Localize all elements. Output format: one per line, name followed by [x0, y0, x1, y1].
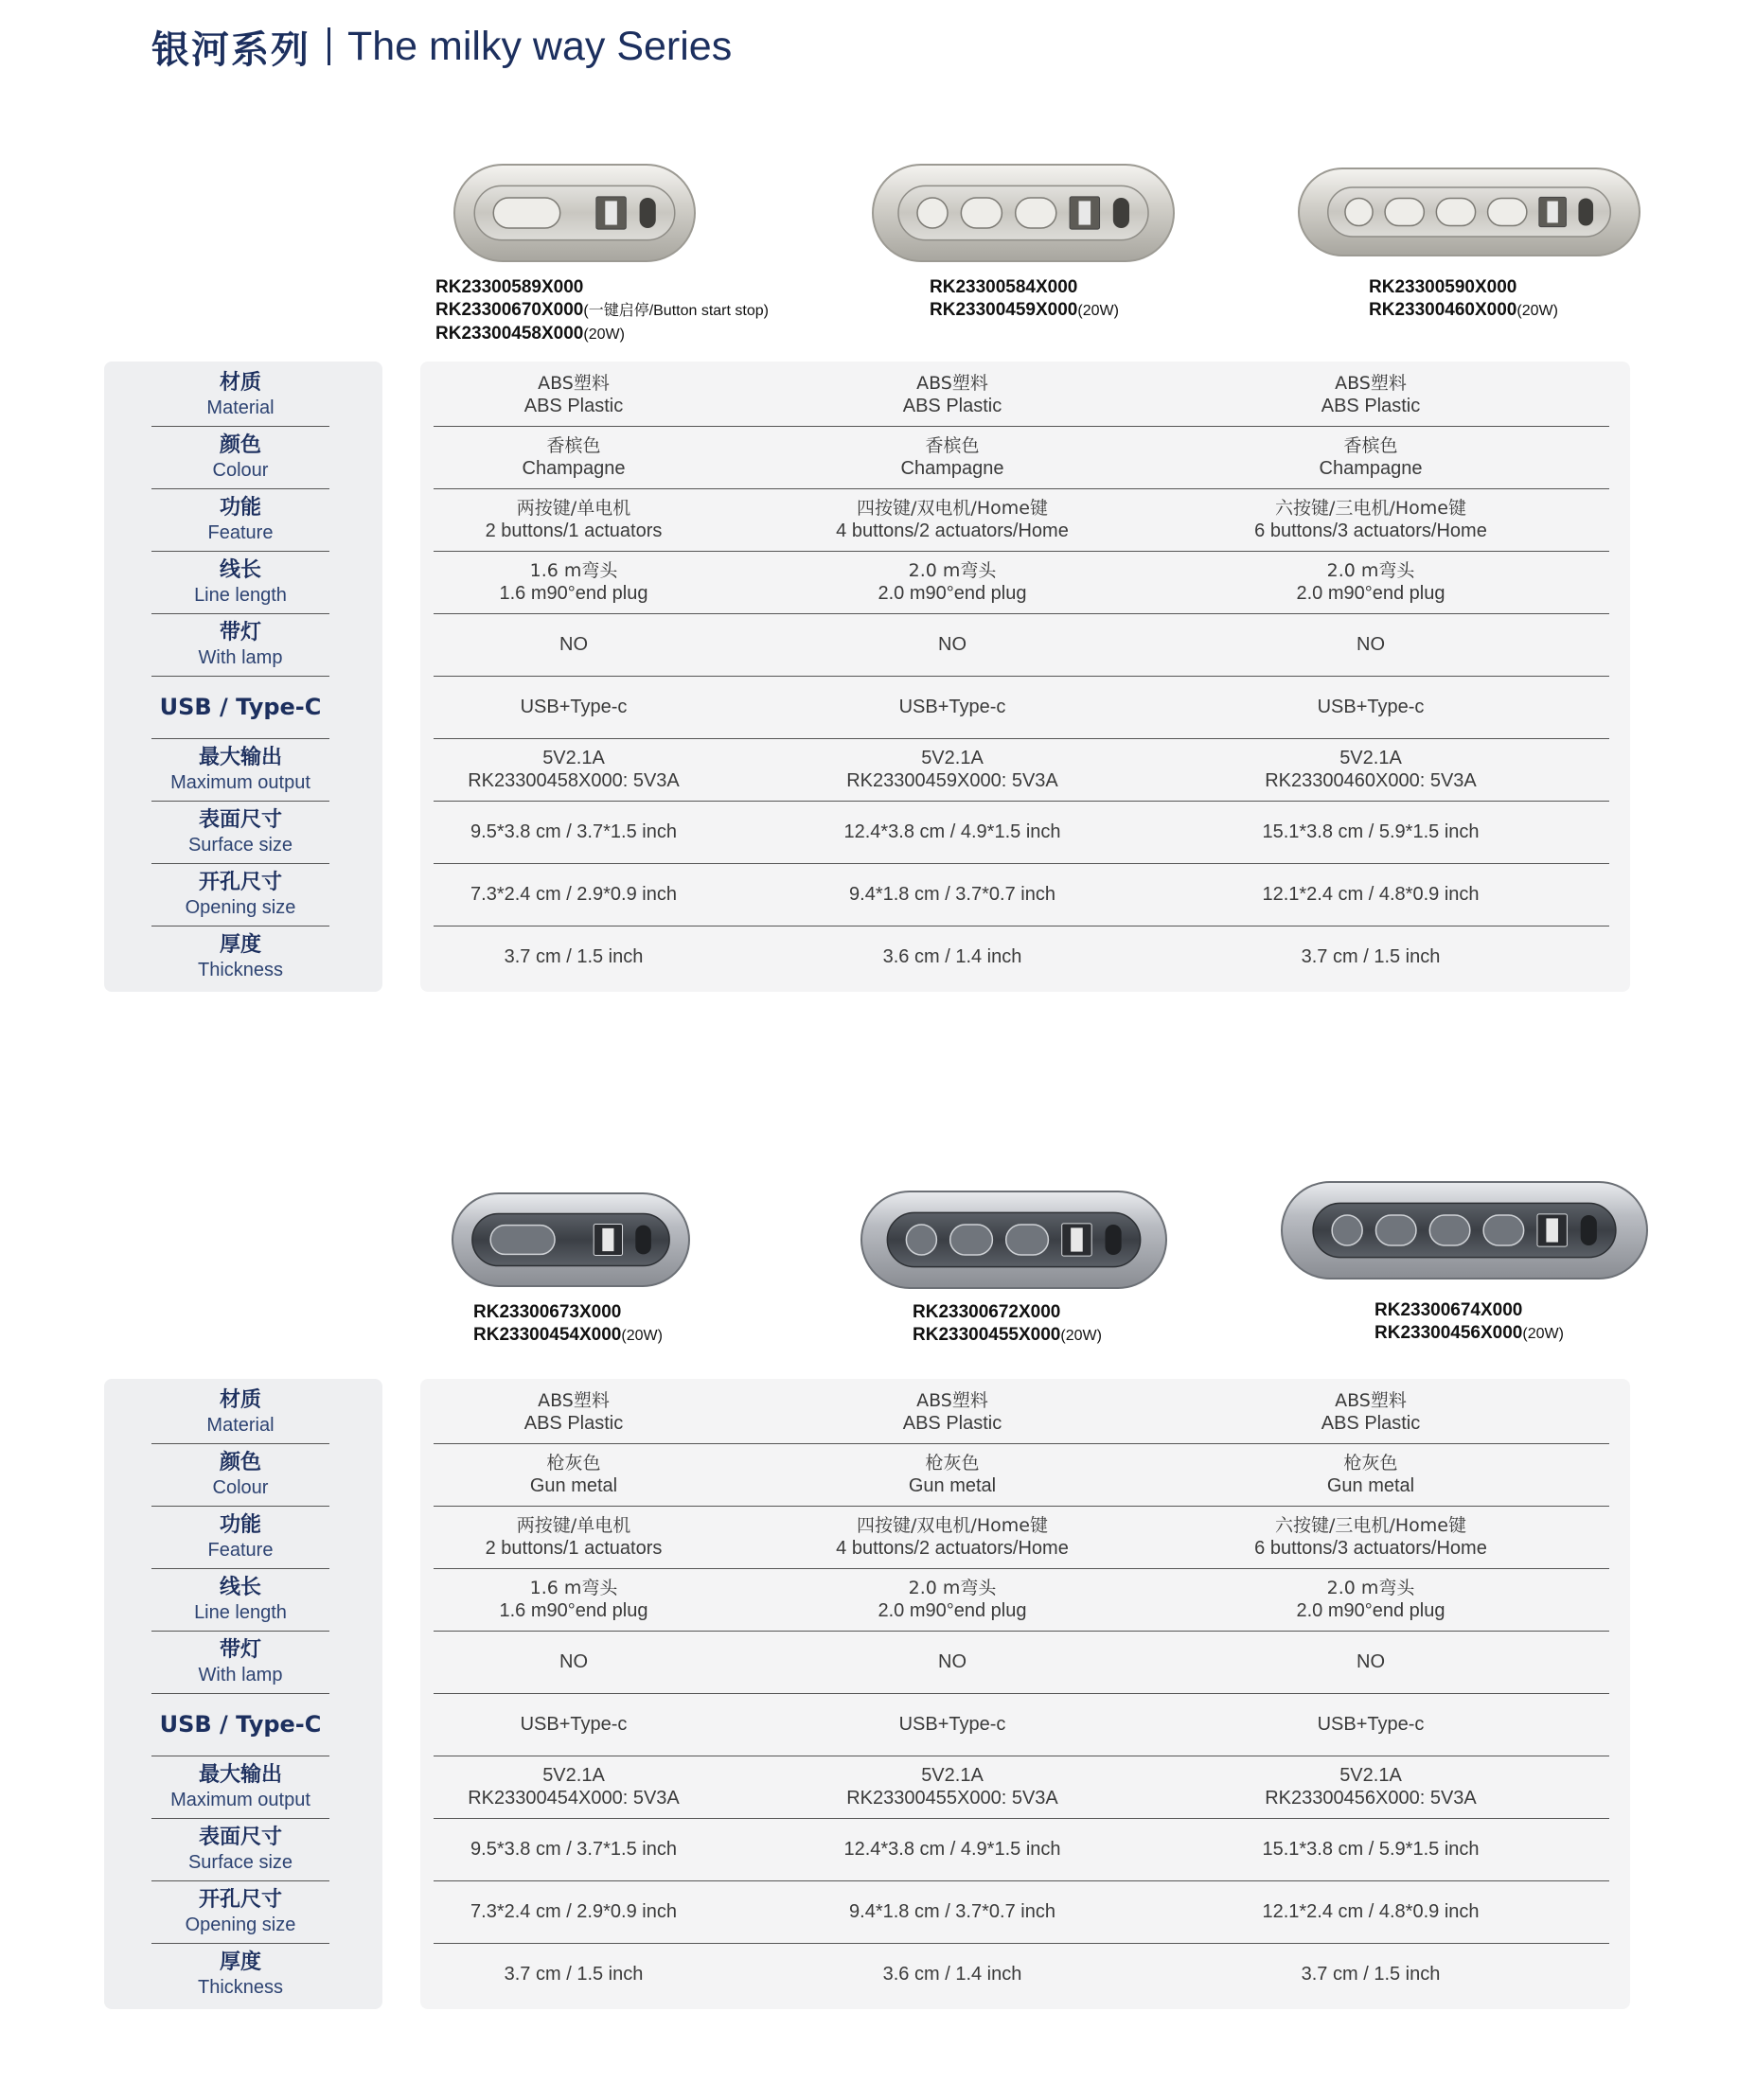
spec-value: 15.1*3.8 cm / 5.9*1.5 inch [1262, 821, 1480, 842]
model-number-list [1374, 1299, 1564, 1346]
model-code: RK23300584X000 [930, 277, 1078, 297]
spec-value: 2.0 m90°end plug [878, 1600, 1027, 1621]
spec-value: 枪灰色 [925, 1453, 980, 1474]
model-number [1369, 276, 1558, 299]
spec-cell [1238, 863, 1503, 926]
spec-value: USB+Type-c [1317, 697, 1425, 717]
spec-cell [812, 1943, 1092, 2005]
spec-label-thickness [151, 926, 329, 988]
spec-value: 3.7 cm / 1.5 inch [1301, 1964, 1441, 1985]
model-number [435, 323, 769, 346]
label-zh: 材质 [219, 371, 261, 395]
spec-value: 香槟色 [1343, 435, 1398, 456]
spec-row [434, 926, 1609, 988]
product-section-2 [0, 1140, 1738, 2022]
champagne-2-button-controller-icon [452, 161, 697, 265]
spec-value: Gun metal [529, 1475, 618, 1496]
spec-value: ABS塑料 [538, 373, 610, 394]
spec-value: ABS塑料 [538, 1390, 610, 1411]
spec-row [434, 1943, 1609, 2005]
spec-value: NO [559, 1651, 588, 1672]
spec-label-feature [151, 488, 329, 551]
gunmetal-4-button-controller-icon-graphic [860, 1188, 1168, 1292]
spec-value: Gun metal [1326, 1475, 1415, 1496]
label-en: Thickness [197, 960, 284, 980]
model-number [473, 1324, 663, 1348]
model-number [473, 1301, 663, 1324]
gunmetal-2-button-controller-icon-graphic [451, 1190, 691, 1290]
spec-value: 2 buttons/1 actuators [485, 521, 663, 541]
spec-row [434, 488, 1609, 551]
label-zh: 开孔尺寸 [198, 871, 282, 894]
spec-value: Gun metal [908, 1475, 997, 1496]
spec-cell [812, 926, 1092, 988]
spec-data-panel [420, 362, 1630, 992]
spec-cell [812, 801, 1092, 863]
model-number [913, 1301, 1102, 1324]
label-zh: 开孔尺寸 [198, 1888, 282, 1912]
label-zh: 厚度 [219, 1950, 261, 1974]
spec-cell [434, 613, 714, 676]
champagne-6-button-controller-icon-graphic [1297, 165, 1641, 259]
champagne-2-button-controller-icon-graphic [452, 161, 697, 265]
spec-label-line-length [151, 1568, 329, 1631]
gunmetal-6-button-controller-icon [1280, 1178, 1649, 1282]
label-en: Surface size [187, 1852, 293, 1873]
spec-value: Champagne [1319, 458, 1423, 479]
spec-value: 2.0 m90°end plug [1296, 1600, 1445, 1621]
spec-value: Champagne [900, 458, 1004, 479]
model-number-list [435, 276, 769, 346]
spec-value: 12.4*3.8 cm / 4.9*1.5 inch [843, 1839, 1061, 1860]
spec-value: 四按键/双电机/Home键 [857, 1515, 1048, 1536]
label-en: Opening size [185, 897, 296, 918]
spec-cell [434, 1880, 714, 1943]
spec-value: 1.6 m90°end plug [499, 583, 648, 604]
spec-cell [1238, 1880, 1503, 1943]
label-en: Feature [207, 522, 274, 543]
spec-value: 1.6 m弯头 [529, 1578, 618, 1598]
label-en: With lamp [198, 647, 283, 668]
label-en: Colour [212, 1477, 269, 1498]
spec-value: 12.1*2.4 cm / 4.8*0.9 inch [1262, 1901, 1480, 1922]
spec-label-colour [151, 1443, 329, 1506]
spec-cell [1238, 613, 1503, 676]
spec-value: 9.4*1.8 cm / 3.7*0.7 inch [849, 884, 1055, 905]
label-en: Feature [207, 1540, 274, 1561]
spec-value: USB+Type-c [520, 1714, 628, 1735]
spec-cell [434, 863, 714, 926]
spec-value: 六按键/三电机/Home键 [1275, 1515, 1466, 1536]
label-zh: 表面尺寸 [198, 1826, 282, 1849]
spec-value: RK23300458X000: 5V3A [468, 770, 680, 791]
spec-cell [1238, 551, 1503, 613]
spec-cell [812, 363, 1092, 426]
spec-label-maximum-output [151, 1756, 329, 1818]
spec-cell [434, 488, 714, 551]
spec-value: NO [938, 634, 967, 655]
spec-cell [434, 551, 714, 613]
model-suffix: (20W) [1516, 303, 1558, 319]
spec-label-usb-type-c [151, 1693, 329, 1756]
gunmetal-2-button-controller-icon [451, 1190, 691, 1290]
spec-row [434, 1818, 1609, 1880]
spec-value: 3.6 cm / 1.4 inch [882, 946, 1022, 967]
model-number [930, 276, 1119, 299]
spec-cell [812, 426, 1092, 488]
spec-row [434, 1631, 1609, 1693]
model-code: RK23300458X000 [435, 324, 584, 344]
label-en: With lamp [198, 1665, 283, 1685]
spec-value: 7.3*2.4 cm / 2.9*0.9 inch [470, 1901, 677, 1922]
spec-cell [812, 1568, 1092, 1631]
spec-cell [812, 1631, 1092, 1693]
spec-row [434, 1381, 1609, 1443]
spec-value: NO [1357, 634, 1385, 655]
spec-value: 六按键/三电机/Home键 [1275, 498, 1466, 519]
spec-value: USB+Type-c [520, 697, 628, 717]
label-en: Line length [194, 1602, 287, 1623]
spec-value: 1.6 m90°end plug [499, 1600, 648, 1621]
spec-data-panel [420, 1379, 1630, 2009]
spec-cell [434, 426, 714, 488]
spec-cell [812, 1818, 1092, 1880]
gunmetal-4-button-controller-icon [860, 1188, 1168, 1292]
spec-value: 5V2.1A [1339, 1765, 1402, 1786]
spec-cell [434, 738, 714, 801]
spec-value: 1.6 m弯头 [529, 560, 618, 581]
spec-cell [1238, 1631, 1503, 1693]
spec-value: 香槟色 [925, 435, 980, 456]
spec-row [434, 1880, 1609, 1943]
spec-value: RK23300456X000: 5V3A [1265, 1788, 1477, 1809]
spec-row [434, 801, 1609, 863]
spec-cell [1238, 1756, 1503, 1818]
spec-cell [1238, 1568, 1503, 1631]
spec-cell [1238, 676, 1503, 738]
spec-row [434, 1568, 1609, 1631]
spec-cell [1238, 1381, 1503, 1443]
model-number-list [473, 1301, 663, 1348]
model-suffix: (20W) [621, 1328, 663, 1344]
spec-cell [812, 1756, 1092, 1818]
model-code: RK23300455X000 [913, 1325, 1061, 1345]
spec-value: NO [938, 1651, 967, 1672]
spec-value: 15.1*3.8 cm / 5.9*1.5 inch [1262, 1839, 1480, 1860]
spec-value: 4 buttons/2 actuators/Home [836, 521, 1069, 541]
spec-cell [1238, 1943, 1503, 2005]
spec-value: 3.7 cm / 1.5 inch [1301, 946, 1441, 967]
label-en: Surface size [187, 835, 293, 856]
label-en: Thickness [197, 1977, 284, 1998]
spec-cell [812, 613, 1092, 676]
model-number-list [913, 1301, 1102, 1348]
spec-value: 5V2.1A [921, 748, 984, 768]
spec-label-maximum-output [151, 738, 329, 801]
gunmetal-6-button-controller-icon-graphic [1280, 1178, 1649, 1282]
spec-value: RK23300460X000: 5V3A [1265, 770, 1477, 791]
label-zh: 最大输出 [198, 1763, 282, 1787]
spec-label-usb-type-c [151, 676, 329, 738]
spec-cell [1238, 926, 1503, 988]
spec-label-opening-size [151, 1880, 329, 1943]
label-zh: 功能 [219, 1513, 261, 1537]
spec-label-line-length [151, 551, 329, 613]
spec-cell [812, 488, 1092, 551]
spec-value: 2.0 m弯头 [1326, 560, 1415, 581]
spec-value: 2.0 m90°end plug [878, 583, 1027, 604]
spec-value: RK23300454X000: 5V3A [468, 1788, 680, 1809]
model-number [913, 1324, 1102, 1348]
spec-value: 两按键/单电机 [516, 498, 631, 519]
spec-row [434, 551, 1609, 613]
spec-label-with-lamp [151, 613, 329, 676]
spec-value: Champagne [522, 458, 626, 479]
spec-label-panel [104, 1379, 382, 2009]
series-title-en: The milky way Series [347, 23, 733, 69]
spec-cell [434, 363, 714, 426]
spec-row [434, 676, 1609, 738]
spec-value: 香槟色 [546, 435, 601, 456]
model-code: RK23300590X000 [1369, 277, 1517, 297]
spec-cell [434, 1443, 714, 1506]
spec-value: ABS Plastic [523, 396, 624, 416]
label-en: Maximum output [170, 772, 310, 793]
label-zh: 线长 [219, 558, 261, 582]
spec-cell [1238, 363, 1503, 426]
spec-value: 12.4*3.8 cm / 4.9*1.5 inch [843, 821, 1061, 842]
spec-row [434, 1443, 1609, 1506]
spec-value: 2.0 m90°end plug [1296, 583, 1445, 604]
spec-cell [434, 1568, 714, 1631]
label-zh: 表面尺寸 [198, 808, 282, 832]
spec-value: 3.7 cm / 1.5 inch [504, 1964, 644, 1985]
spec-cell [1238, 801, 1503, 863]
champagne-6-button-controller-icon [1297, 165, 1641, 259]
spec-value: 5V2.1A [1339, 748, 1402, 768]
spec-value: USB+Type-c [898, 1714, 1006, 1735]
spec-cell [812, 1443, 1092, 1506]
label-zh: 线长 [219, 1576, 261, 1599]
model-number-list [930, 276, 1119, 323]
spec-value: ABS塑料 [916, 1390, 988, 1411]
spec-value: ABS Plastic [902, 1413, 1002, 1434]
model-number [1374, 1322, 1564, 1346]
model-code: RK23300670X000 [435, 300, 584, 320]
spec-cell [434, 926, 714, 988]
spec-label-with-lamp [151, 1631, 329, 1693]
spec-cell [434, 1756, 714, 1818]
spec-value: 枪灰色 [546, 1453, 601, 1474]
model-code: RK23300672X000 [913, 1302, 1061, 1322]
spec-cell [812, 1693, 1092, 1756]
spec-value: 5V2.1A [542, 1765, 605, 1786]
label-en: Opening size [185, 1915, 296, 1935]
model-number [1374, 1299, 1564, 1322]
label-zh: 带灯 [219, 621, 261, 644]
spec-value: ABS塑料 [1335, 1390, 1407, 1411]
label-en: Material [206, 397, 275, 418]
spec-value: 9.4*1.8 cm / 3.7*0.7 inch [849, 1901, 1055, 1922]
spec-label-colour [151, 426, 329, 488]
spec-label-feature [151, 1506, 329, 1568]
spec-label-thickness [151, 1943, 329, 2005]
spec-row [434, 1756, 1609, 1818]
spec-value: ABS塑料 [916, 373, 988, 394]
spec-row [434, 426, 1609, 488]
page-header [151, 13, 732, 79]
label-en: Line length [194, 585, 287, 606]
product-section-1 [0, 123, 1738, 1005]
spec-cell [434, 676, 714, 738]
model-suffix: (20W) [1077, 303, 1119, 319]
champagne-4-button-controller-icon-graphic [871, 161, 1176, 265]
spec-value: 6 buttons/3 actuators/Home [1254, 1538, 1487, 1559]
spec-cell [812, 1880, 1092, 1943]
spec-label-material [151, 363, 329, 426]
model-code: RK23300589X000 [435, 277, 584, 297]
spec-value: USB+Type-c [898, 697, 1006, 717]
model-number-list [1369, 276, 1558, 323]
spec-row [434, 613, 1609, 676]
spec-label-panel [104, 362, 382, 992]
spec-value: 四按键/双电机/Home键 [857, 498, 1048, 519]
spec-cell [1238, 738, 1503, 801]
model-code: RK23300674X000 [1374, 1300, 1523, 1320]
spec-cell [1238, 1443, 1503, 1506]
spec-cell [812, 863, 1092, 926]
model-number [930, 299, 1119, 323]
spec-value: 9.5*3.8 cm / 3.7*1.5 inch [470, 1839, 677, 1860]
spec-value: 2.0 m弯头 [1326, 1578, 1415, 1598]
label-usb-type-c: USB / Type-C [159, 694, 322, 720]
model-code: RK23300459X000 [930, 300, 1078, 320]
spec-cell [434, 1506, 714, 1568]
spec-value: 9.5*3.8 cm / 3.7*1.5 inch [470, 821, 677, 842]
spec-value: 6 buttons/3 actuators/Home [1254, 521, 1487, 541]
spec-value: ABS Plastic [523, 1413, 624, 1434]
spec-value: USB+Type-c [1317, 1714, 1425, 1735]
spec-cell [1238, 426, 1503, 488]
spec-value: 7.3*2.4 cm / 2.9*0.9 inch [470, 884, 677, 905]
model-code: RK23300454X000 [473, 1325, 622, 1345]
spec-cell [812, 551, 1092, 613]
spec-row [434, 363, 1609, 426]
model-suffix: (20W) [1060, 1328, 1102, 1344]
spec-cell [812, 1381, 1092, 1443]
spec-value: 2.0 m弯头 [908, 560, 997, 581]
spec-value: 5V2.1A [921, 1765, 984, 1786]
label-en: Colour [212, 460, 269, 481]
label-zh: 带灯 [219, 1638, 261, 1662]
spec-cell [812, 1506, 1092, 1568]
spec-value: 两按键/单电机 [516, 1515, 631, 1536]
spec-cell [434, 1943, 714, 2005]
spec-value: 5V2.1A [542, 748, 605, 768]
spec-row [434, 1693, 1609, 1756]
label-en: Maximum output [170, 1790, 310, 1810]
label-zh: 厚度 [219, 933, 261, 957]
spec-label-opening-size [151, 863, 329, 926]
spec-label-surface-size [151, 801, 329, 863]
series-title-zh: 银河系列 [151, 27, 310, 72]
spec-label-surface-size [151, 1818, 329, 1880]
model-suffix: (20W) [1522, 1326, 1564, 1342]
label-zh: 材质 [219, 1388, 261, 1412]
model-number [1369, 299, 1558, 323]
model-code: RK23300460X000 [1369, 300, 1517, 320]
spec-value: 12.1*2.4 cm / 4.8*0.9 inch [1262, 884, 1480, 905]
spec-cell [434, 1693, 714, 1756]
spec-value: 2 buttons/1 actuators [485, 1538, 663, 1559]
spec-cell [434, 801, 714, 863]
spec-value: ABS Plastic [1321, 396, 1421, 416]
label-zh: 颜色 [219, 1451, 261, 1474]
spec-label-material [151, 1381, 329, 1443]
spec-value: RK23300455X000: 5V3A [846, 1788, 1058, 1809]
spec-value: NO [1357, 1651, 1385, 1672]
model-suffix: (20W) [583, 326, 625, 343]
spec-value: 枪灰色 [1343, 1453, 1398, 1474]
spec-value: 3.6 cm / 1.4 inch [882, 1964, 1022, 1985]
label-zh: 功能 [219, 496, 261, 520]
model-number [435, 299, 769, 323]
champagne-4-button-controller-icon [871, 161, 1176, 265]
spec-cell [434, 1631, 714, 1693]
spec-value: 4 buttons/2 actuators/Home [836, 1538, 1069, 1559]
spec-value: ABS Plastic [902, 396, 1002, 416]
spec-cell [1238, 1693, 1503, 1756]
spec-value: ABS塑料 [1335, 373, 1407, 394]
spec-cell [1238, 1818, 1503, 1880]
label-zh: 颜色 [219, 433, 261, 457]
spec-value: ABS Plastic [1321, 1413, 1421, 1434]
spec-cell [1238, 488, 1503, 551]
spec-cell [1238, 1506, 1503, 1568]
spec-cell [812, 676, 1092, 738]
model-suffix: (一键启停/Button start stop) [583, 303, 769, 319]
spec-value: 3.7 cm / 1.5 inch [504, 946, 644, 967]
spec-value: 2.0 m弯头 [908, 1578, 997, 1598]
spec-value: NO [559, 634, 588, 655]
spec-cell [434, 1381, 714, 1443]
label-usb-type-c: USB / Type-C [159, 1711, 322, 1738]
model-code: RK23300673X000 [473, 1302, 622, 1322]
spec-row [434, 1506, 1609, 1568]
spec-cell [812, 738, 1092, 801]
model-number [435, 276, 769, 299]
label-en: Material [206, 1415, 275, 1436]
model-code: RK23300456X000 [1374, 1323, 1523, 1343]
title-divider [328, 27, 330, 65]
spec-value: RK23300459X000: 5V3A [846, 770, 1058, 791]
spec-row [434, 738, 1609, 801]
spec-row [434, 863, 1609, 926]
spec-cell [434, 1818, 714, 1880]
label-zh: 最大输出 [198, 746, 282, 769]
